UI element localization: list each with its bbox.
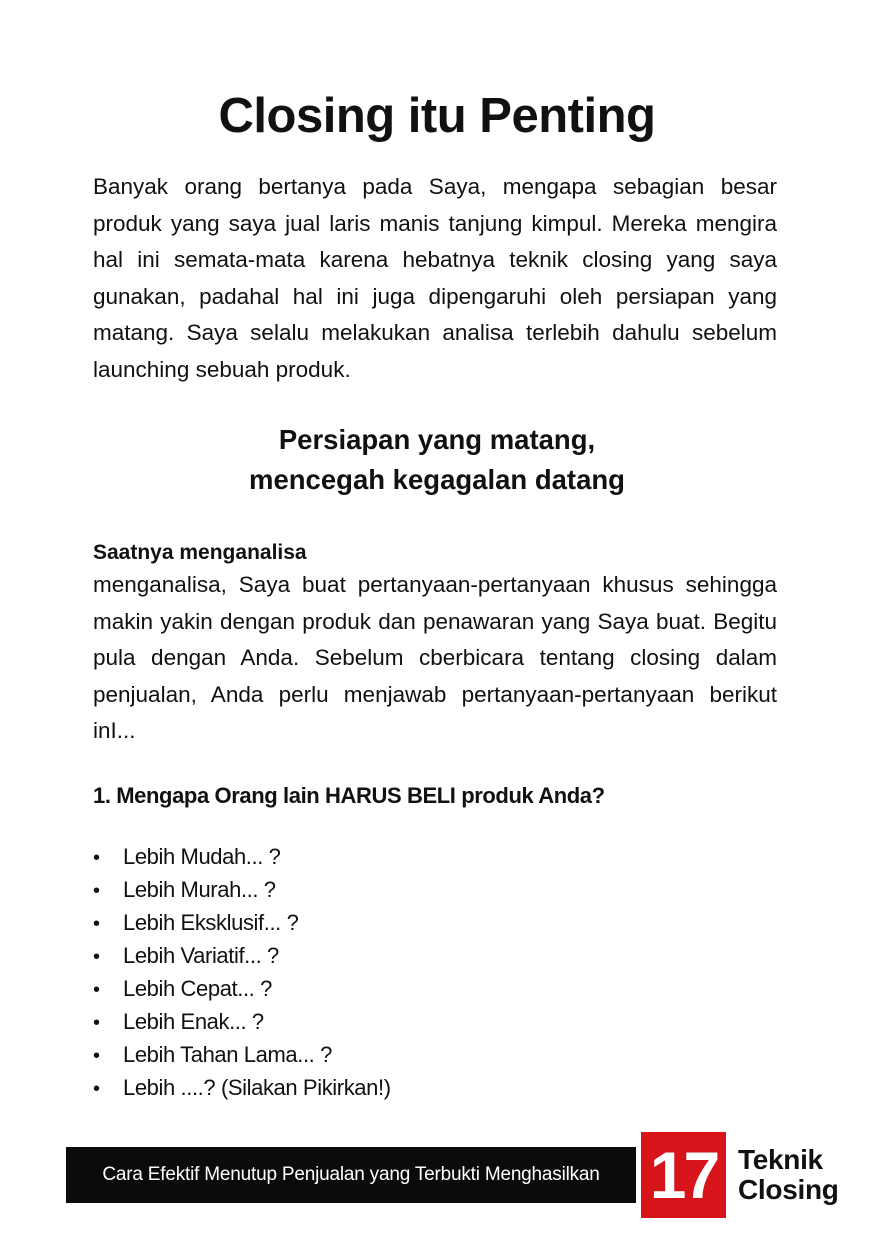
analysis-paragraph: menganalisa, Saya buat pertanyaan-pertanyaan khusus sehingga makin yakin dengan produk dan penawaran yang Saya buat. Begitu pula dengan Anda. Sebelum cberbicara tentang closing dalam penjualan, Anda perlu menjawab pertanyaan-pertanyaan berikut inI... (93, 572, 777, 744)
intro-paragraph: Banyak orang bertanya pada Saya, mengapa sebagian besar produk yang saya jual laris manis tanjung kimpul. Mereka mengira hal ini semata-mata karena hebatnya teknik closing yang saya gunakan, padahal hal ini juga dipengaruhi oleh persiapan yang matang. Saya selalu melakukan analisa terlebih dahulu sebelum launching sebuah produk. (93, 174, 777, 382)
list-item (93, 1039, 391, 1072)
bullet-icon: • (93, 847, 100, 869)
bullet-icon: • (93, 880, 100, 902)
list-item (93, 940, 391, 973)
chapter-number-badge: 17 (641, 1132, 726, 1218)
brand-line-2: Closing (738, 1174, 839, 1205)
list-item-text: Lebih Eksklusif... ? (123, 910, 299, 935)
footer-tagline: Cara Efektif Menutup Penjualan yang Terbukti Menghasilkan (102, 1164, 600, 1185)
section-label: Saatnya menganalisa (93, 541, 307, 564)
subheading-line-1: Persiapan yang matang, (278, 424, 596, 455)
subheading (0, 420, 874, 500)
list-item (93, 841, 391, 874)
list-item-text: Lebih ....? (Silakan Pikirkan!) (123, 1075, 391, 1100)
bullet-icon: • (93, 1078, 100, 1100)
list-item-text: Lebih Mudah... ? (123, 844, 281, 869)
subheading-line-2: mencegah kegagalan datang (249, 464, 625, 495)
question-heading: 1. Mengapa Orang lain HARUS BELI produk Anda? (93, 783, 605, 808)
list-item-text: Lebih Cepat... ? (123, 976, 272, 1001)
list-item (93, 973, 391, 1006)
brand-line-1: Teknik (738, 1144, 823, 1175)
list-item (93, 1072, 391, 1105)
bullet-icon: • (93, 946, 100, 968)
list-item-text: Lebih Murah... ? (123, 877, 276, 902)
bullet-icon: • (93, 1012, 100, 1034)
list-item (93, 874, 391, 907)
bullet-icon: • (93, 1045, 100, 1067)
bullet-icon: • (93, 913, 100, 935)
list-item (93, 907, 391, 940)
bullet-icon: • (93, 979, 100, 1001)
brand-logo-text (738, 1145, 839, 1205)
footer-tagline-bar (66, 1147, 636, 1203)
list-item-text: Lebih Enak... ? (123, 1009, 264, 1034)
bullet-list (93, 841, 391, 1105)
page-title: Closing itu Penting (218, 89, 656, 143)
list-item-text: Lebih Tahan Lama... ? (123, 1042, 332, 1067)
list-item (93, 1006, 391, 1039)
list-item-text: Lebih Variatif... ? (123, 943, 279, 968)
